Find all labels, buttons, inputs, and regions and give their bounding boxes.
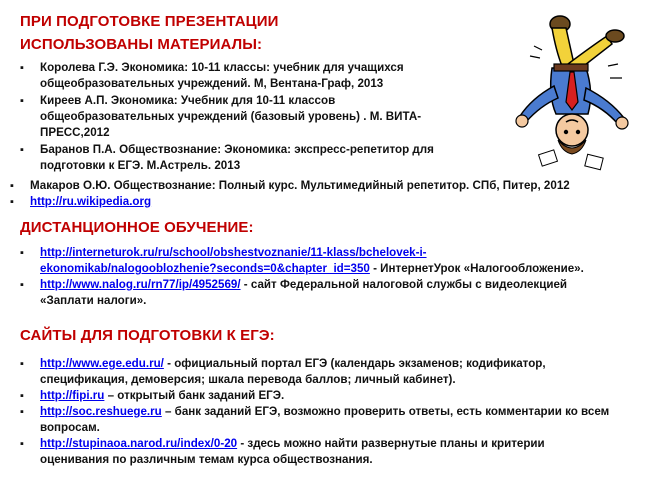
material-2-line3: ПРЕСС,2012 xyxy=(40,126,110,139)
list-item xyxy=(20,404,640,436)
stupinaoa-desc-line2: оценивания по различным темам курса обществознания. xyxy=(40,453,373,466)
fipi-link[interactable]: http://fipi.ru xyxy=(40,389,105,402)
list-item xyxy=(20,356,640,388)
bullet-icon: ▪ xyxy=(20,62,24,74)
bullet-icon: ▪ xyxy=(20,144,24,156)
bullet-icon: ▪ xyxy=(20,95,24,107)
bullet-icon: ▪ xyxy=(20,438,24,450)
interneturok-link-line2[interactable]: ekonomikab/nalogooblozhenie?seconds=0&chapter_id=350 xyxy=(40,262,370,275)
heading-distance-learning: ДИСТАНЦИОННОЕ ОБУЧЕНИЕ: xyxy=(20,219,254,236)
heading-materials-line2: ИСПОЛЬЗОВАНЫ МАТЕРИАЛЫ: xyxy=(20,36,263,53)
list-item xyxy=(20,60,500,92)
list-item xyxy=(20,277,640,309)
list-item xyxy=(10,194,640,210)
material-2-line1: Киреев А.П. Экономика: Учебник для 10-11 классов xyxy=(40,94,336,107)
ege-portal-desc-line1: - официальный портал ЕГЭ (календарь экзаменов; кодификатор, xyxy=(163,357,546,370)
nalog-link[interactable]: http://www.nalog.ru/rn77/ip/4952569/ xyxy=(40,278,241,291)
falling-man-illustration-icon xyxy=(512,6,642,176)
heading-materials-line1: ПРИ ПОДГОТОВКЕ ПРЕЗЕНТАЦИИ xyxy=(20,13,279,30)
material-2-line2: общеобразовательных учреждений (базовый уровень) . М. ВИТА- xyxy=(40,110,422,123)
distance-list xyxy=(20,245,640,309)
materials-list-2 xyxy=(10,178,640,210)
material-3-line2: подготовки к ЕГЭ. М.Астрель. 2013 xyxy=(40,159,241,172)
list-item xyxy=(20,388,640,404)
reshuege-desc-line2: вопросам. xyxy=(40,421,100,434)
reshuege-link[interactable]: http://soc.reshuege.ru xyxy=(40,405,162,418)
material-1-line1: Королева Г.Э. Экономика: 10-11 классы: учебник для учащихся xyxy=(40,61,404,74)
stupinaoa-desc-line1: - здесь можно найти развернутые планы и критерии xyxy=(237,437,545,450)
reshuege-desc-line1: – банк заданий ЕГЭ, возможно проверить ответы, есть комментарии ко всем xyxy=(161,405,610,418)
fipi-desc: – открытый банк заданий ЕГЭ. xyxy=(104,389,285,402)
list-item xyxy=(20,142,500,174)
bullet-icon: ▪ xyxy=(20,247,24,259)
nalog-desc-line2: «Заплати налоги». xyxy=(40,294,147,307)
material-1-line2: общеобразовательных учреждений. М, Вентана-Граф, 2013 xyxy=(40,77,384,90)
interneturok-desc: - ИнтернетУрок «Налогообложение». xyxy=(369,262,584,275)
list-item xyxy=(20,245,640,277)
material-3-line1: Баранов П.А. Обществознание: Экономика: экспресс-репетитор для xyxy=(40,143,434,156)
bullet-icon: ▪ xyxy=(10,180,14,192)
bullet-icon: ▪ xyxy=(10,196,14,208)
ege-sites-list xyxy=(20,356,640,468)
stupinaoa-link[interactable]: http://stupinaoa.narod.ru/index/0-20 xyxy=(40,437,238,450)
interneturok-link-line1[interactable]: http://interneturok.ru/ru/school/obshestvoznanie/11-klass/bchelovek-i- xyxy=(40,246,427,259)
list-item xyxy=(10,178,640,194)
wikipedia-link[interactable]: http://ru.wikipedia.org xyxy=(30,195,152,208)
list-item xyxy=(20,436,640,468)
materials-list xyxy=(20,60,500,174)
nalog-desc-line1: - сайт Федеральной налоговой службы с видеолекцией xyxy=(240,278,568,291)
ege-portal-desc-line2: спецификация, демоверсия; шкала перевода баллов; личный кабинет). xyxy=(40,373,456,386)
bullet-icon: ▪ xyxy=(20,390,24,402)
list-item xyxy=(20,93,500,141)
bullet-icon: ▪ xyxy=(20,406,24,418)
bullet-icon: ▪ xyxy=(20,358,24,370)
material-4: Макаров О.Ю. Обществознание: Полный курс. Мультимедийный репетитор. СПб, Питер, 2012 xyxy=(30,179,570,192)
ege-portal-link[interactable]: http://www.ege.edu.ru/ xyxy=(40,357,164,370)
bullet-icon: ▪ xyxy=(20,279,24,291)
heading-ege-sites: САЙТЫ ДЛЯ ПОДГОТОВКИ К ЕГЭ: xyxy=(20,327,275,344)
